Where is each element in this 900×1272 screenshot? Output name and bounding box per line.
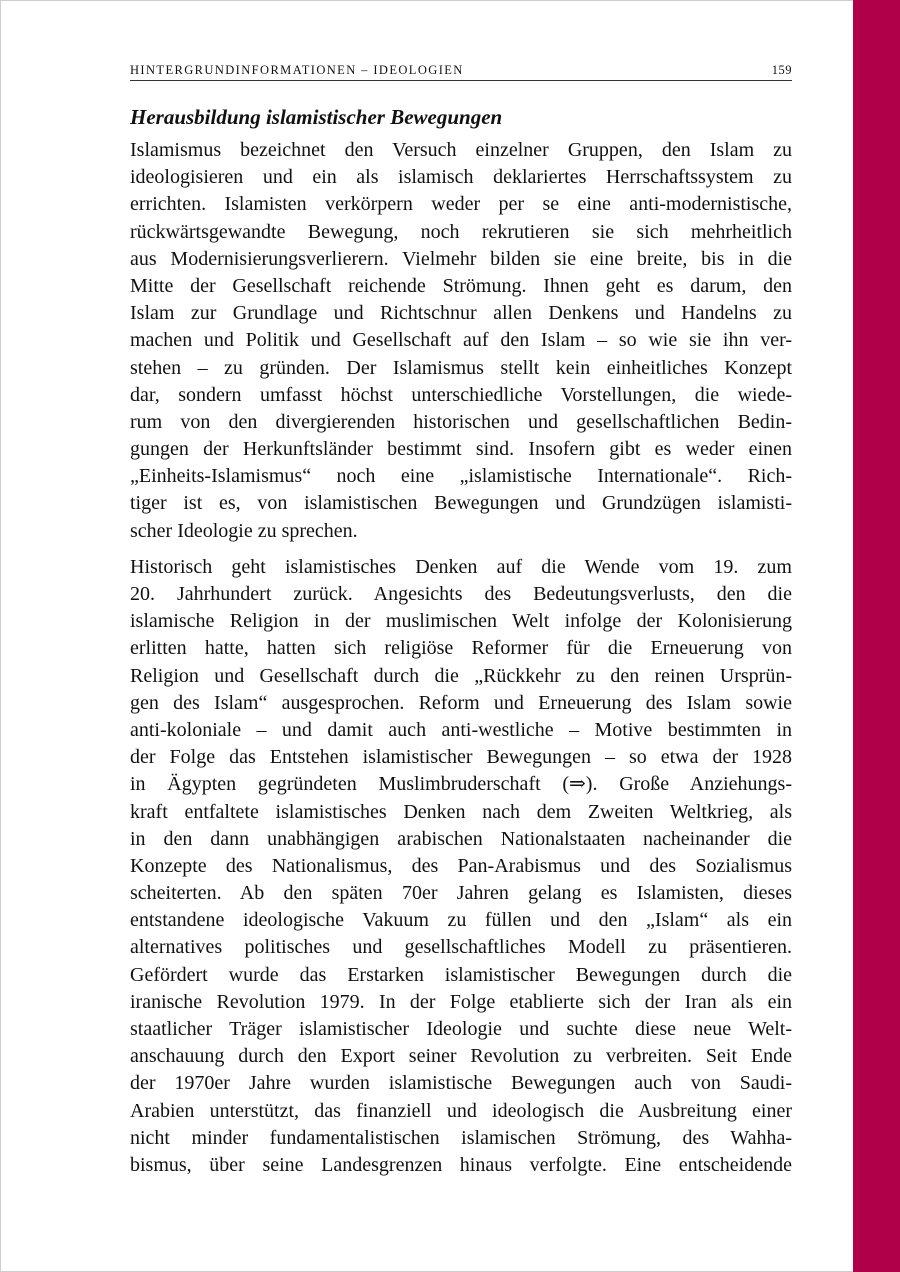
text-line: alternatives politisches und gesellschaftliches Modell zu präsentieren. <box>130 936 792 959</box>
text-line: ideologisieren und ein als islamisch deklariertes Herrschaftssystem zu <box>130 166 792 189</box>
body-text <box>130 137 792 1179</box>
text-line: Religion und Gesellschaft durch die „Rückkehr zu den reinen Ursprün- <box>130 664 792 687</box>
text-line: islamische Religion in der muslimischen Welt infolge der Kolonisierung <box>130 610 792 633</box>
text-line: nicht minder fundamentalistischen islamischen Strömung, des Wahha- <box>130 1126 792 1149</box>
text-line: in den dann unabhängigen arabischen Nationalstaaten nacheinander die <box>130 827 792 850</box>
text-line: 20. Jahrhundert zurück. Angesichts des Bedeutungsverlusts, den die <box>130 583 792 605</box>
running-header <box>130 62 792 81</box>
text-line: anti-koloniale – und damit auch anti-westliche – Motive bestimmten in <box>130 718 792 741</box>
paragraph <box>130 554 792 1179</box>
paragraph <box>130 137 792 545</box>
text-line: gen des Islam“ ausgesprochen. Reform und Erneuerung des Islam sowie <box>130 691 792 714</box>
text-line: aus Modernisierungsverlierern. Vielmehr bilden sie eine breite, bis in die <box>130 247 792 270</box>
text-line: Gefördert wurde das Erstarken islamistischer Bewegungen durch die <box>130 963 792 986</box>
page-number: 159 <box>771 63 792 77</box>
text-line: machen und Politik und Gesellschaft auf den Islam – so wie sie ihn ver- <box>130 329 792 352</box>
text-line: Islam zur Grundlage und Richtschnur allen Denkens und Handelns zu <box>130 302 792 325</box>
page-content <box>130 103 792 1179</box>
text-line: rum von den divergierenden historischen und gesellschaftlichen Bedin- <box>130 410 792 433</box>
text-line: bismus, über seine Landesgrenzen hinaus verfolgte. Eine entscheidende <box>130 1153 792 1176</box>
text-line: in Ägypten gegründeten Muslimbruderschaft (⇒). Große Anziehungs- <box>130 773 792 796</box>
text-line: Arabien unterstützt, das finanziell und ideologisch die Ausbreitung einer <box>130 1099 792 1122</box>
text-line: Konzepte des Nationalismus, des Pan-Arabismus und des Sozialismus <box>130 854 792 877</box>
text-line: errichten. Islamisten verkörpern weder per se eine anti-modernistische, <box>130 193 792 216</box>
magenta-side-bar <box>853 0 900 1272</box>
text-line: gungen der Herkunftsländer bestimmt sind. Insofern gibt es weder einen <box>130 438 792 461</box>
text-line: Historisch geht islamistisches Denken auf die Wende vom 19. zum <box>130 555 792 578</box>
text-line: scheiterten. Ab den späten 70er Jahren gelang es Islamisten, dieses <box>130 882 792 905</box>
section-heading: Herausbildung islamistischer Bewegungen <box>130 105 503 129</box>
text-line: der 1970er Jahre wurden islamistische Bewegungen auch von Saudi- <box>130 1072 792 1095</box>
text-line: dar, sondern umfasst höchst unterschiedliche Vorstellungen, die wiede- <box>130 383 792 406</box>
text-line: erlitten hatte, hatten sich religiöse Reformer für die Erneuerung von <box>130 637 792 660</box>
text-line: Islamismus bezeichnet den Versuch einzelner Gruppen, den Islam zu <box>130 139 792 161</box>
text-line: iranische Revolution 1979. In der Folge etablierte sich der Iran als ein <box>130 990 792 1013</box>
running-header-title: HINTERGRUNDINFORMATIONEN – IDEOLOGIEN <box>130 63 464 77</box>
text-line: kraft entfaltete islamistisches Denken nach dem Zweiten Weltkrieg, als <box>130 800 792 823</box>
text-line: Mitte der Gesellschaft reichende Strömung. Ihnen geht es darum, den <box>130 274 792 297</box>
text-line: stehen – zu gründen. Der Islamismus stellt kein einheitliches Konzept <box>130 356 792 379</box>
paragraph-gap <box>130 545 792 554</box>
text-line: scher Ideologie zu sprechen. <box>130 519 358 542</box>
text-line: der Folge das Entstehen islamistischer Bewegungen – so etwa der 1928 <box>130 746 792 769</box>
text-line: „Einheits-Islamismus“ noch eine „islamistische Internationale“. Rich- <box>130 465 792 488</box>
text-line: staatlicher Träger islamistischer Ideologie und suchte diese neue Welt- <box>130 1018 792 1040</box>
text-line: rückwärtsgewandte Bewegung, noch rekrutieren sie sich mehrheitlich <box>130 220 792 243</box>
text-line: tiger ist es, von islamistischen Bewegungen und Grundzügen islamisti- <box>130 492 792 515</box>
text-line: entstandene ideologische Vakuum zu füllen und den „Islam“ als ein <box>130 909 792 932</box>
text-line: anschauung durch den Export seiner Revolution zu verbreiten. Seit Ende <box>130 1045 792 1068</box>
